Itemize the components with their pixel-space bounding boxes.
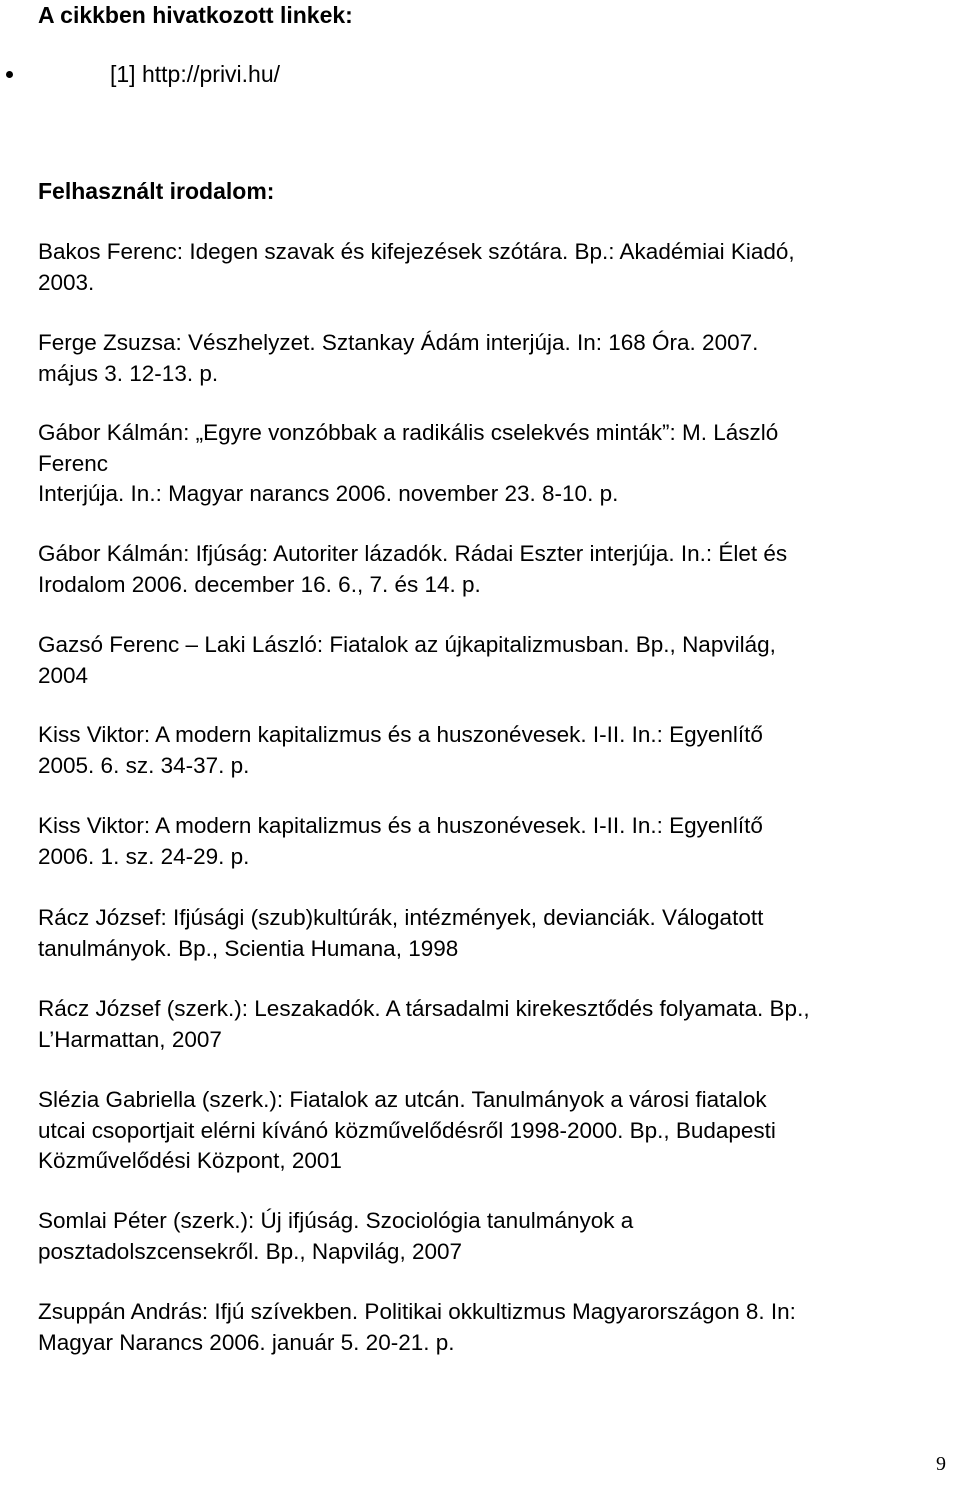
reference-line: 2004 (38, 662, 89, 688)
reference-ferge (38, 328, 938, 389)
reference-line: Gazsó Ferenc – Laki László: Fiatalok az újkapitalizmusban. Bp., Napvilág, (38, 632, 776, 657)
reference-gabor-2 (38, 539, 938, 600)
reference-line: Gábor Kálmán: Ifjúság: Autoriter lázadók. Rádai Eszter interjúja. In.: Élet és (38, 541, 788, 566)
reference-line: tanulmányok. Bp., Scientia Humana, 1998 (38, 935, 459, 961)
reference-line: Irodalom 2006. december 16. 6., 7. és 14. p. (38, 571, 481, 597)
reference-line: Slézia Gabriella (szerk.): Fiatalok az utcán. Tanulmányok a városi fiatalok (38, 1087, 767, 1112)
reference-somlai (38, 1206, 938, 1267)
reference-kiss-2 (38, 811, 938, 872)
reference-racz-2 (38, 994, 938, 1055)
reference-line: 2003. (38, 269, 95, 295)
reference-line: 2005. 6. sz. 34-37. p. (38, 752, 250, 778)
link-privi[interactable]: [1] http://privi.hu/ (110, 61, 281, 87)
reference-line: Interjúja. In.: Magyar narancs 2006. november 23. 8-10. p. (38, 481, 619, 506)
reference-line: Zsuppán András: Ifjú szívekben. Politikai okkultizmus Magyarországon 8. In: (38, 1299, 796, 1324)
reference-line: Gábor Kálmán: „Egyre vonzóbbak a radikális cselekvés minták”: M. László (38, 420, 779, 445)
reference-bakos (38, 237, 938, 298)
reference-racz-1 (38, 903, 938, 964)
literature-heading: Felhasznált irodalom: (38, 178, 275, 204)
reference-slezia (38, 1085, 938, 1177)
reference-line: Magyar Narancs 2006. január 5. 20-21. p. (38, 1329, 455, 1355)
reference-line: Rácz József (szerk.): Leszakadók. A társadalmi kirekesztődés folyamata. Bp., (38, 996, 810, 1021)
reference-line: Ferge Zsuzsa: Vészhelyzet. Sztankay Ádám interjúja. In: 168 Óra. 2007. (38, 330, 759, 355)
page-number: 9 (936, 1453, 946, 1475)
link-list-item (0, 58, 960, 90)
reference-line: L’Harmattan, 2007 (38, 1026, 222, 1052)
reference-gazso (38, 630, 938, 691)
reference-line: 2006. 1. sz. 24-29. p. (38, 843, 250, 869)
reference-line: utcai csoportjait elérni kívánó közművelődésről 1998-2000. Bp., Budapesti (38, 1117, 776, 1143)
reference-line: posztadolszcensekről. Bp., Napvilág, 2007 (38, 1238, 462, 1264)
reference-line: Rácz József: Ifjúsági (szub)kultúrák, intézmények, devianciák. Válogatott (38, 905, 764, 930)
reference-line: Somlai Péter (szerk.): Új ifjúság. Szociológia tanulmányok a (38, 1208, 634, 1233)
reference-line: Kiss Viktor: A modern kapitalizmus és a huszonévesek. I-II. In.: Egyenlítő (38, 722, 763, 747)
reference-line: május 3. 12-13. p. (38, 360, 219, 386)
reference-line: Bakos Ferenc: Idegen szavak és kifejezések szótára. Bp.: Akadémiai Kiadó, (38, 239, 795, 264)
reference-gabor-1 (38, 418, 938, 510)
reference-line: Ferenc (38, 450, 109, 476)
links-heading: A cikkben hivatkozott linkek: (38, 2, 353, 28)
reference-kiss-1 (38, 720, 938, 781)
bullet-icon (6, 71, 13, 78)
reference-line: Kiss Viktor: A modern kapitalizmus és a huszonévesek. I-II. In.: Egyenlítő (38, 813, 763, 838)
reference-zsuppan (38, 1297, 938, 1358)
reference-line: Közművelődési Központ, 2001 (38, 1148, 342, 1173)
